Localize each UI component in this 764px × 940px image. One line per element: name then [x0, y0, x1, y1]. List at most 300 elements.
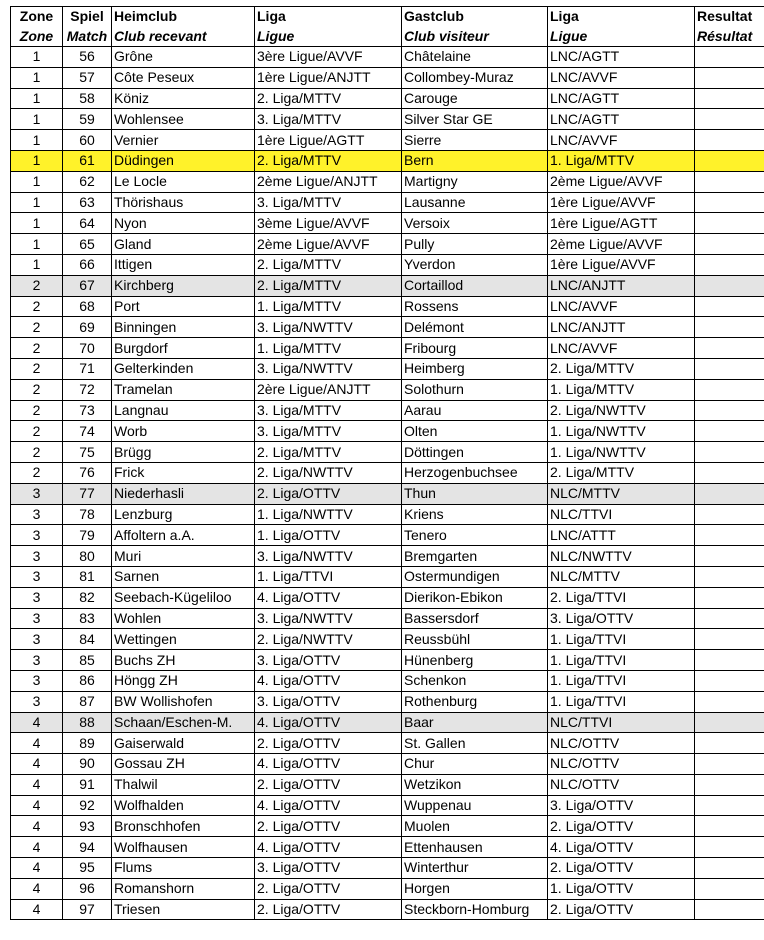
- zone-cell: 4: [11, 837, 63, 858]
- table-row: [11, 400, 764, 421]
- match-number-cell: 74: [63, 421, 112, 442]
- home-club-cell: Wolfhalden: [112, 795, 255, 816]
- away-club-cell: Kriens: [402, 504, 548, 525]
- table-row: [11, 338, 764, 359]
- zone-cell: 2: [11, 379, 63, 400]
- home-league-cell: 2. Liga/MTTV: [255, 442, 402, 463]
- match-number-cell: 72: [63, 379, 112, 400]
- header-away-league: Liga: [548, 7, 695, 27]
- match-number-cell: 95: [63, 858, 112, 879]
- away-league-cell: 1ère Ligue/AVVF: [548, 192, 695, 213]
- home-club-cell: Wohlensee: [112, 109, 255, 130]
- home-league-cell: 4. Liga/OTTV: [255, 587, 402, 608]
- home-club-cell: Vernier: [112, 130, 255, 151]
- home-club-cell: Düdingen: [112, 150, 255, 171]
- home-club-cell: Tramelan: [112, 379, 255, 400]
- away-club-cell: Rossens: [402, 296, 548, 317]
- away-club-cell: Solothurn: [402, 379, 548, 400]
- table-row: [11, 234, 764, 255]
- table-row: [11, 67, 764, 88]
- away-club-cell: Bremgarten: [402, 546, 548, 567]
- result-cell: [695, 795, 764, 816]
- away-club-cell: Collombey-Muraz: [402, 67, 548, 88]
- home-league-cell: 1. Liga/OTTV: [255, 525, 402, 546]
- away-club-cell: Hünenberg: [402, 650, 548, 671]
- match-number-cell: 59: [63, 109, 112, 130]
- table-row: [11, 358, 764, 379]
- result-cell: [695, 317, 764, 338]
- home-club-cell: Thalwil: [112, 774, 255, 795]
- table-row: [11, 296, 764, 317]
- match-number-cell: 75: [63, 442, 112, 463]
- away-league-cell: 4. Liga/OTTV: [548, 837, 695, 858]
- match-table: [10, 6, 764, 920]
- table-row: [11, 462, 764, 483]
- result-cell: [695, 67, 764, 88]
- away-league-cell: 2. Liga/MTTV: [548, 358, 695, 379]
- match-number-cell: 88: [63, 712, 112, 733]
- result-cell: [695, 650, 764, 671]
- home-club-cell: Höngg ZH: [112, 670, 255, 691]
- home-club-cell: Frick: [112, 462, 255, 483]
- match-number-cell: 96: [63, 878, 112, 899]
- table-row: [11, 650, 764, 671]
- home-club-cell: Schaan/Eschen-M.: [112, 712, 255, 733]
- zone-cell: 2: [11, 462, 63, 483]
- zone-cell: 2: [11, 296, 63, 317]
- match-number-cell: 68: [63, 296, 112, 317]
- home-league-cell: 2. Liga/NWTTV: [255, 629, 402, 650]
- result-cell: [695, 379, 764, 400]
- table-header: [11, 7, 764, 47]
- home-club-cell: Burgdorf: [112, 338, 255, 359]
- table-row: [11, 213, 764, 234]
- result-cell: [695, 837, 764, 858]
- table-row: [11, 192, 764, 213]
- match-number-cell: 79: [63, 525, 112, 546]
- match-number-cell: 82: [63, 587, 112, 608]
- home-league-cell: 1. Liga/TTVI: [255, 566, 402, 587]
- home-club-cell: Gland: [112, 234, 255, 255]
- table-row: [11, 733, 764, 754]
- match-number-cell: 70: [63, 338, 112, 359]
- home-league-cell: 2ème Ligue/ANJTT: [255, 171, 402, 192]
- away-league-cell: 2. Liga/TTVI: [548, 587, 695, 608]
- away-club-cell: Cortaillod: [402, 275, 548, 296]
- table-row: [11, 421, 764, 442]
- result-cell: [695, 275, 764, 296]
- home-league-cell: 3. Liga/NWTTV: [255, 317, 402, 338]
- away-club-cell: Winterthur: [402, 858, 548, 879]
- home-league-cell: 3. Liga/MTTV: [255, 421, 402, 442]
- match-number-cell: 77: [63, 483, 112, 504]
- away-club-cell: Sierre: [402, 130, 548, 151]
- home-league-cell: 3. Liga/MTTV: [255, 192, 402, 213]
- away-league-cell: NLC/MTTV: [548, 566, 695, 587]
- home-club-cell: Port: [112, 296, 255, 317]
- zone-cell: 2: [11, 275, 63, 296]
- zone-cell: 2: [11, 338, 63, 359]
- away-league-cell: NLC/OTTV: [548, 733, 695, 754]
- table-row: [11, 483, 764, 504]
- away-club-cell: Pully: [402, 234, 548, 255]
- home-league-cell: 2. Liga/MTTV: [255, 275, 402, 296]
- zone-cell: 4: [11, 712, 63, 733]
- away-league-cell: LNC/AVVF: [548, 67, 695, 88]
- match-number-cell: 65: [63, 234, 112, 255]
- match-schedule-sheet: [10, 6, 764, 920]
- home-club-cell: Wohlen: [112, 608, 255, 629]
- home-club-cell: Ittigen: [112, 254, 255, 275]
- away-club-cell: Dierikon-Ebikon: [402, 587, 548, 608]
- away-club-cell: Chur: [402, 754, 548, 775]
- zone-cell: 2: [11, 442, 63, 463]
- away-club-cell: Fribourg: [402, 338, 548, 359]
- home-club-cell: Côte Peseux: [112, 67, 255, 88]
- home-league-cell: 3. Liga/MTTV: [255, 109, 402, 130]
- home-league-cell: 1. Liga/MTTV: [255, 296, 402, 317]
- away-league-cell: LNC/AGTT: [548, 109, 695, 130]
- home-league-cell: 1ère Ligue/AGTT: [255, 130, 402, 151]
- zone-cell: 3: [11, 546, 63, 567]
- home-club-cell: Gaiserwald: [112, 733, 255, 754]
- home-league-cell: 3. Liga/NWTTV: [255, 546, 402, 567]
- match-number-cell: 89: [63, 733, 112, 754]
- home-club-cell: Affoltern a.A.: [112, 525, 255, 546]
- zone-cell: 2: [11, 421, 63, 442]
- header-home-club: Heimclub: [112, 7, 255, 27]
- result-cell: [695, 421, 764, 442]
- table-body: [11, 47, 764, 920]
- home-league-cell: 4. Liga/OTTV: [255, 712, 402, 733]
- home-league-cell: 2ère Ligue/ANJTT: [255, 379, 402, 400]
- away-league-cell: 3. Liga/OTTV: [548, 795, 695, 816]
- match-number-cell: 80: [63, 546, 112, 567]
- zone-cell: 4: [11, 899, 63, 920]
- result-cell: [695, 483, 764, 504]
- table-row: [11, 88, 764, 109]
- home-club-cell: Le Locle: [112, 171, 255, 192]
- home-league-cell: 3. Liga/NWTTV: [255, 608, 402, 629]
- zone-cell: 4: [11, 774, 63, 795]
- zone-cell: 3: [11, 629, 63, 650]
- home-club-cell: Thörishaus: [112, 192, 255, 213]
- zone-cell: 3: [11, 670, 63, 691]
- zone-cell: 4: [11, 733, 63, 754]
- result-cell: [695, 816, 764, 837]
- result-cell: [695, 754, 764, 775]
- result-cell: [695, 525, 764, 546]
- result-cell: [695, 670, 764, 691]
- home-league-cell: 2. Liga/NWTTV: [255, 462, 402, 483]
- result-cell: [695, 774, 764, 795]
- home-league-cell: 3. Liga/OTTV: [255, 691, 402, 712]
- match-number-cell: 90: [63, 754, 112, 775]
- away-club-cell: Olten: [402, 421, 548, 442]
- zone-cell: 3: [11, 504, 63, 525]
- home-league-cell: 2. Liga/OTTV: [255, 899, 402, 920]
- table-row: [11, 525, 764, 546]
- match-number-cell: 78: [63, 504, 112, 525]
- header-away-club-fr: Club visiteur: [402, 27, 548, 47]
- zone-cell: 2: [11, 317, 63, 338]
- table-row: [11, 47, 764, 68]
- result-cell: [695, 587, 764, 608]
- away-league-cell: 2. Liga/MTTV: [548, 462, 695, 483]
- home-league-cell: 2. Liga/OTTV: [255, 774, 402, 795]
- match-number-cell: 62: [63, 171, 112, 192]
- away-league-cell: 1. Liga/TTVI: [548, 670, 695, 691]
- table-row: [11, 130, 764, 151]
- away-club-cell: Lausanne: [402, 192, 548, 213]
- away-league-cell: 1. Liga/TTVI: [548, 629, 695, 650]
- table-row: [11, 608, 764, 629]
- zone-cell: 1: [11, 150, 63, 171]
- home-club-cell: Flums: [112, 858, 255, 879]
- zone-cell: 4: [11, 878, 63, 899]
- zone-cell: 1: [11, 213, 63, 234]
- zone-cell: 1: [11, 88, 63, 109]
- table-row: [11, 171, 764, 192]
- home-league-cell: 2. Liga/OTTV: [255, 733, 402, 754]
- zone-cell: 4: [11, 795, 63, 816]
- home-club-cell: Nyon: [112, 213, 255, 234]
- table-row: [11, 774, 764, 795]
- zone-cell: 3: [11, 587, 63, 608]
- home-club-cell: Muri: [112, 546, 255, 567]
- away-league-cell: NLC/NWTTV: [548, 546, 695, 567]
- table-row: [11, 317, 764, 338]
- away-league-cell: LNC/AVVF: [548, 296, 695, 317]
- home-league-cell: 2. Liga/MTTV: [255, 88, 402, 109]
- away-league-cell: 1. Liga/TTVI: [548, 650, 695, 671]
- zone-cell: 3: [11, 525, 63, 546]
- table-row: [11, 566, 764, 587]
- table-row: [11, 899, 764, 920]
- match-number-cell: 83: [63, 608, 112, 629]
- home-club-cell: Gossau ZH: [112, 754, 255, 775]
- home-league-cell: 2. Liga/MTTV: [255, 254, 402, 275]
- away-league-cell: LNC/ANJTT: [548, 275, 695, 296]
- home-club-cell: Lenzburg: [112, 504, 255, 525]
- home-league-cell: 1. Liga/NWTTV: [255, 504, 402, 525]
- home-league-cell: 1ère Ligue/ANJTT: [255, 67, 402, 88]
- match-number-cell: 58: [63, 88, 112, 109]
- match-number-cell: 69: [63, 317, 112, 338]
- away-club-cell: Muolen: [402, 816, 548, 837]
- away-league-cell: 2. Liga/OTTV: [548, 858, 695, 879]
- zone-cell: 1: [11, 109, 63, 130]
- away-league-cell: NLC/TTVI: [548, 504, 695, 525]
- away-league-cell: 2ème Ligue/AVVF: [548, 234, 695, 255]
- result-cell: [695, 878, 764, 899]
- zone-cell: 3: [11, 608, 63, 629]
- table-row: [11, 670, 764, 691]
- away-club-cell: Reussbühl: [402, 629, 548, 650]
- away-club-cell: Aarau: [402, 400, 548, 421]
- away-club-cell: Rothenburg: [402, 691, 548, 712]
- away-league-cell: LNC/ANJTT: [548, 317, 695, 338]
- match-number-cell: 81: [63, 566, 112, 587]
- result-cell: [695, 47, 764, 68]
- match-number-cell: 57: [63, 67, 112, 88]
- home-league-cell: 2ème Ligue/AVVF: [255, 234, 402, 255]
- away-league-cell: 2. Liga/OTTV: [548, 816, 695, 837]
- match-number-cell: 66: [63, 254, 112, 275]
- home-league-cell: 1. Liga/MTTV: [255, 338, 402, 359]
- table-row: [11, 837, 764, 858]
- table-row: [11, 442, 764, 463]
- away-club-cell: Ostermundigen: [402, 566, 548, 587]
- result-cell: [695, 296, 764, 317]
- table-row: [11, 504, 764, 525]
- header-result: Resultat: [695, 7, 764, 27]
- away-club-cell: Heimberg: [402, 358, 548, 379]
- away-league-cell: 1ère Ligue/AVVF: [548, 254, 695, 275]
- table-row: [11, 754, 764, 775]
- away-league-cell: 1. Liga/MTTV: [548, 150, 695, 171]
- result-cell: [695, 733, 764, 754]
- table-row: [11, 587, 764, 608]
- zone-cell: 2: [11, 358, 63, 379]
- result-cell: [695, 566, 764, 587]
- away-league-cell: 1. Liga/TTVI: [548, 691, 695, 712]
- home-club-cell: Grône: [112, 47, 255, 68]
- result-cell: [695, 88, 764, 109]
- away-league-cell: 2. Liga/NWTTV: [548, 400, 695, 421]
- home-club-cell: Niederhasli: [112, 483, 255, 504]
- table-row: [11, 629, 764, 650]
- match-number-cell: 60: [63, 130, 112, 151]
- home-club-cell: Bronschhofen: [112, 816, 255, 837]
- away-league-cell: LNC/AVVF: [548, 130, 695, 151]
- match-number-cell: 67: [63, 275, 112, 296]
- home-league-cell: 2. Liga/MTTV: [255, 150, 402, 171]
- table-row: [11, 691, 764, 712]
- match-number-cell: 92: [63, 795, 112, 816]
- home-club-cell: Kirchberg: [112, 275, 255, 296]
- result-cell: [695, 171, 764, 192]
- table-row: [11, 379, 764, 400]
- zone-cell: 1: [11, 130, 63, 151]
- zone-cell: 1: [11, 254, 63, 275]
- away-club-cell: Silver Star GE: [402, 109, 548, 130]
- away-league-cell: 2. Liga/OTTV: [548, 899, 695, 920]
- away-club-cell: Wuppenau: [402, 795, 548, 816]
- home-club-cell: Köniz: [112, 88, 255, 109]
- home-league-cell: 3. Liga/OTTV: [255, 650, 402, 671]
- away-league-cell: 3. Liga/OTTV: [548, 608, 695, 629]
- table-row: [11, 275, 764, 296]
- match-number-cell: 86: [63, 670, 112, 691]
- header-result-fr: Résultat: [695, 27, 764, 47]
- result-cell: [695, 691, 764, 712]
- away-league-cell: 1ère Ligue/AGTT: [548, 213, 695, 234]
- away-club-cell: Bern: [402, 150, 548, 171]
- away-league-cell: 1. Liga/NWTTV: [548, 442, 695, 463]
- home-club-cell: Sarnen: [112, 566, 255, 587]
- result-cell: [695, 254, 764, 275]
- away-club-cell: Döttingen: [402, 442, 548, 463]
- away-league-cell: 1. Liga/MTTV: [548, 379, 695, 400]
- away-club-cell: St. Gallen: [402, 733, 548, 754]
- match-number-cell: 76: [63, 462, 112, 483]
- result-cell: [695, 629, 764, 650]
- home-league-cell: 2. Liga/OTTV: [255, 878, 402, 899]
- home-club-cell: Romanshorn: [112, 878, 255, 899]
- home-club-cell: Triesen: [112, 899, 255, 920]
- result-cell: [695, 712, 764, 733]
- result-cell: [695, 338, 764, 359]
- match-number-cell: 94: [63, 837, 112, 858]
- zone-cell: 1: [11, 67, 63, 88]
- away-club-cell: Carouge: [402, 88, 548, 109]
- match-number-cell: 56: [63, 47, 112, 68]
- table-row: [11, 712, 764, 733]
- header-match: Spiel: [63, 7, 112, 27]
- zone-cell: 4: [11, 858, 63, 879]
- home-league-cell: 2. Liga/OTTV: [255, 816, 402, 837]
- home-league-cell: 3ème Ligue/AVVF: [255, 213, 402, 234]
- home-club-cell: Langnau: [112, 400, 255, 421]
- result-cell: [695, 858, 764, 879]
- away-club-cell: Châtelaine: [402, 47, 548, 68]
- header-zone: Zone: [11, 7, 63, 27]
- away-league-cell: 1. Liga/NWTTV: [548, 421, 695, 442]
- away-league-cell: LNC/AVVF: [548, 338, 695, 359]
- result-cell: [695, 130, 764, 151]
- zone-cell: 1: [11, 192, 63, 213]
- header-zone-fr: Zone: [11, 27, 63, 47]
- match-number-cell: 63: [63, 192, 112, 213]
- header-home-league-fr: Ligue: [255, 27, 402, 47]
- table-row: [11, 878, 764, 899]
- zone-cell: 2: [11, 400, 63, 421]
- zone-cell: 3: [11, 566, 63, 587]
- match-number-cell: 84: [63, 629, 112, 650]
- zone-cell: 1: [11, 234, 63, 255]
- away-club-cell: Martigny: [402, 171, 548, 192]
- home-club-cell: Gelterkinden: [112, 358, 255, 379]
- result-cell: [695, 442, 764, 463]
- result-cell: [695, 504, 764, 525]
- result-cell: [695, 213, 764, 234]
- result-cell: [695, 462, 764, 483]
- table-row: [11, 546, 764, 567]
- match-number-cell: 91: [63, 774, 112, 795]
- away-club-cell: Tenero: [402, 525, 548, 546]
- away-club-cell: Thun: [402, 483, 548, 504]
- away-league-cell: NLC/MTTV: [548, 483, 695, 504]
- away-club-cell: Schenkon: [402, 670, 548, 691]
- home-league-cell: 4. Liga/OTTV: [255, 837, 402, 858]
- header-match-fr: Match: [63, 27, 112, 47]
- away-club-cell: Versoix: [402, 213, 548, 234]
- table-row: [11, 254, 764, 275]
- result-cell: [695, 400, 764, 421]
- home-league-cell: 3. Liga/MTTV: [255, 400, 402, 421]
- away-club-cell: Yverdon: [402, 254, 548, 275]
- match-number-cell: 73: [63, 400, 112, 421]
- table-row: [11, 150, 764, 171]
- home-club-cell: BW Wollishofen: [112, 691, 255, 712]
- away-league-cell: NLC/TTVI: [548, 712, 695, 733]
- match-number-cell: 93: [63, 816, 112, 837]
- table-row: [11, 858, 764, 879]
- home-club-cell: Brügg: [112, 442, 255, 463]
- zone-cell: 1: [11, 47, 63, 68]
- away-league-cell: 1. Liga/OTTV: [548, 878, 695, 899]
